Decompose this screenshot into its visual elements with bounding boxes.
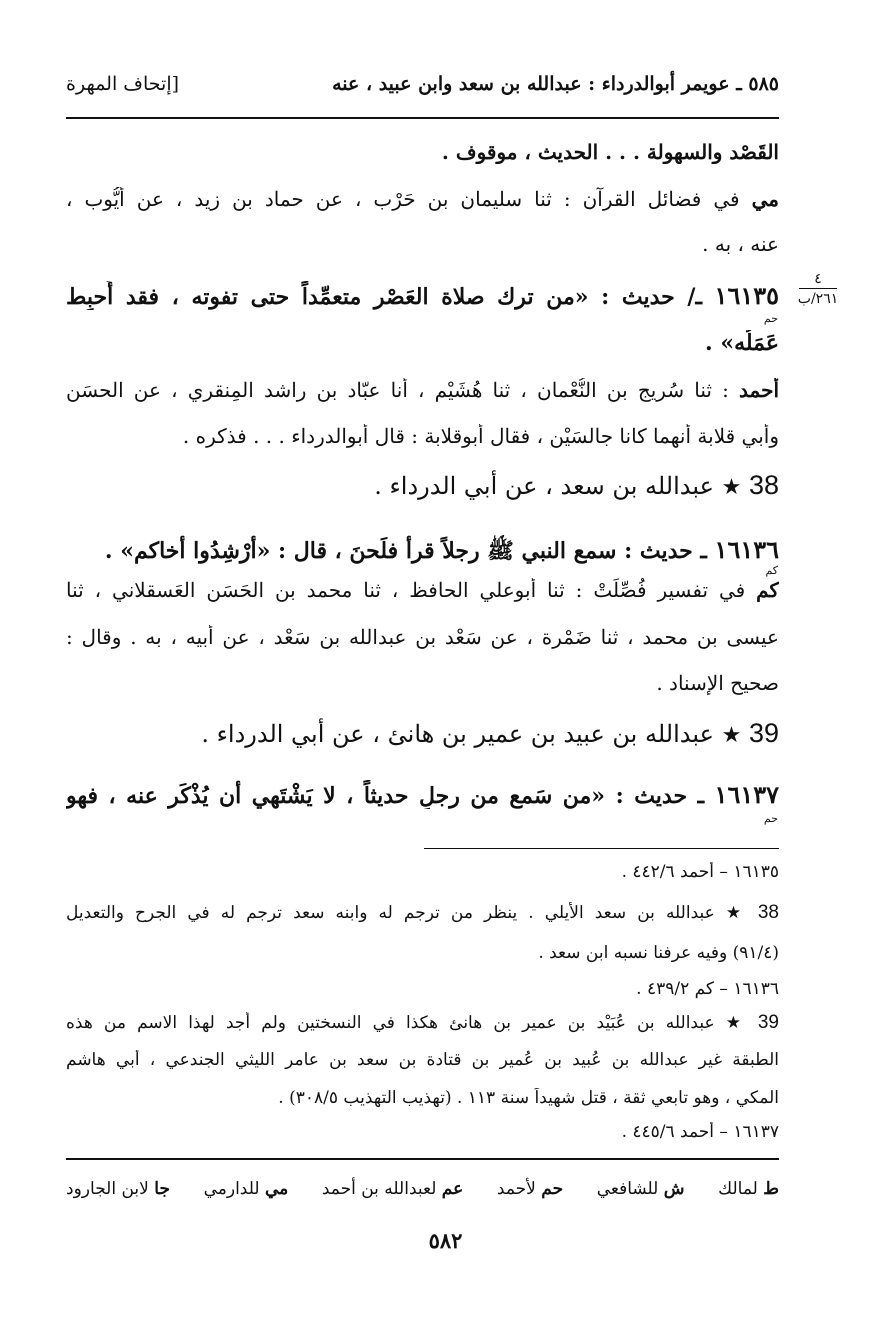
footnote-line: [66, 1012, 779, 1034]
hadith-source-mark: حم: [763, 312, 778, 325]
source-code: مي: [751, 187, 779, 211]
margin-reference-superscript: ٤: [814, 271, 822, 287]
abbreviation-item: عم لعبدالله بن أحمد: [321, 1179, 464, 1199]
text-span: في تفسير فُصِّلَتْ : ثنا أبوعلي الحافظ ، ثنا محمد بن الحَسَن العَسقلاني ، ثنا: [66, 578, 757, 602]
footnote-text: عبدالله بن عُبَيْد بن عمير بن هانئ هكذا في النسختين ولم أجد لهذا الاسم من هذه: [66, 1013, 726, 1033]
footnote-number: 38: [757, 902, 779, 923]
text-span: في فضائل القرآن : ثنا سليمان بن حَرْب ، عن حماد بن زيد ، عن أيُّوب ،: [66, 187, 752, 211]
narrator-text: عبدالله بن سعد ، عن أبي الدرداء .: [374, 472, 722, 500]
narrator-number: 38: [748, 470, 779, 500]
margin-reference: [791, 272, 845, 307]
abbreviation-item: حم لأحمد: [496, 1179, 564, 1199]
star-icon: ★: [725, 1013, 747, 1033]
hadith-number: ١٦١٣٥: [714, 281, 779, 310]
text-span: : ثنا سُريج بن النُّعْمان ، ثنا هُشَيْم ، أنا عبّاد بن راشد المِنقري ، عن الحسَن: [66, 378, 740, 402]
footnote-line: المكي ، وهو تابعي ثقة ، قتل شهيداً سنة ١١٣ . (تهذيب التهذيب ٣٠٨/٥) .: [278, 1088, 779, 1108]
star-icon: ★: [721, 723, 742, 748]
hadith-text: ـ حديث : «من سَمع من رجلٍ حديثاً ، لا يَشْتَهِي أن يُذْكَر عنه ، فهو: [66, 783, 715, 809]
margin-reference-bar: [799, 288, 837, 289]
text-line: صحيح الإسناد .: [656, 671, 779, 695]
text-line: عنه ، به .: [702, 232, 779, 256]
star-icon: ★: [725, 903, 747, 923]
abbreviation-item: ش للشافعي: [596, 1179, 685, 1199]
abbreviation-item: مي للدارمي: [203, 1179, 289, 1199]
source-code: كم: [756, 578, 779, 602]
abbreviations-rule: [66, 1158, 779, 1160]
hadith-source-mark: حم: [763, 812, 778, 825]
text-line: القَصْد والسهولة . . . الحديث ، موقوف .: [441, 140, 779, 164]
margin-reference-folio: ٢٦١/ب: [797, 291, 839, 307]
header-chapter-title: ٥٨٥ ـ عويمر أبوالدرداء : عبدالله بن سعد وابن عبيد ، عنه: [332, 73, 779, 95]
abbreviations-key: [66, 1172, 779, 1206]
hadith-number: ١٦١٣٧: [714, 780, 779, 809]
source-code: أحمد: [739, 378, 779, 402]
text-line: عيسى بن محمد ، ثنا ضَمْرة ، عن سَعْد بن عبدالله بن سَعْد ، عن أبيه ، به . وقال :: [66, 625, 779, 649]
header-book-title: [إتحاف المهرة: [66, 73, 180, 95]
footnote-line: (٩١/٤) وفيه عرفنا نسبه ابن سعد .: [538, 943, 779, 963]
hadith-number: ١٦١٣٦: [714, 535, 779, 564]
text-line: وأبي قلابة أنهما كانا جالسَيْن ، فقال أبوقلابة : قال أبوالدرداء . . . فذكره .: [182, 424, 779, 448]
footnote-line: الطبقة غير عبدالله بن عُبيد بن عُمير بن قتادة بن سعد بن عامر الليثي الجندعي ، أبي هاشم: [66, 1050, 779, 1070]
footnote-line: ١٦١٣٦ – كم ٤٣٩/٢ .: [636, 979, 779, 999]
footnote-line: ١٦١٣٧ – أحمد ٤٤٥/٦ .: [621, 1122, 779, 1142]
hadith-source-mark: كم: [765, 564, 778, 577]
hadith-text: ـ/ حديث : «من ترك صلاة العَصْر متعمِّداً حتى تفوته ، فقد أُحبِط: [66, 284, 715, 310]
abbreviation-item: ط لمالك: [718, 1179, 779, 1199]
footnote-text: عبدالله بن سعد الأيلي . ينظر من ترجم له وابنه سعد ترجم له في الجرح والتعديل: [66, 903, 726, 923]
narrator-number: 39: [748, 718, 779, 748]
footnote-line: [66, 902, 779, 924]
page-number: ٥٨٢: [428, 1228, 463, 1253]
star-icon: ★: [721, 475, 742, 500]
text-line: عَمَلُه» .: [705, 330, 779, 356]
footnotes: [66, 0, 779, 1150]
footnote-number: 39: [757, 1012, 779, 1033]
footnote-line: ١٦١٣٥ – أحمد ٤٤٢/٦ .: [621, 862, 779, 882]
abbreviation-item: جا لابن الجارود: [66, 1179, 170, 1199]
hadith-text: ـ حديث : سمع النبي ﷺ رجلاً قرأ فلَحنَ ، قال : «أرْشِدُوا أخاكم» .: [104, 538, 715, 564]
narrator-text: عبدالله بن عبيد بن عمير بن هانئ ، عن أبي الدرداء .: [201, 720, 722, 748]
